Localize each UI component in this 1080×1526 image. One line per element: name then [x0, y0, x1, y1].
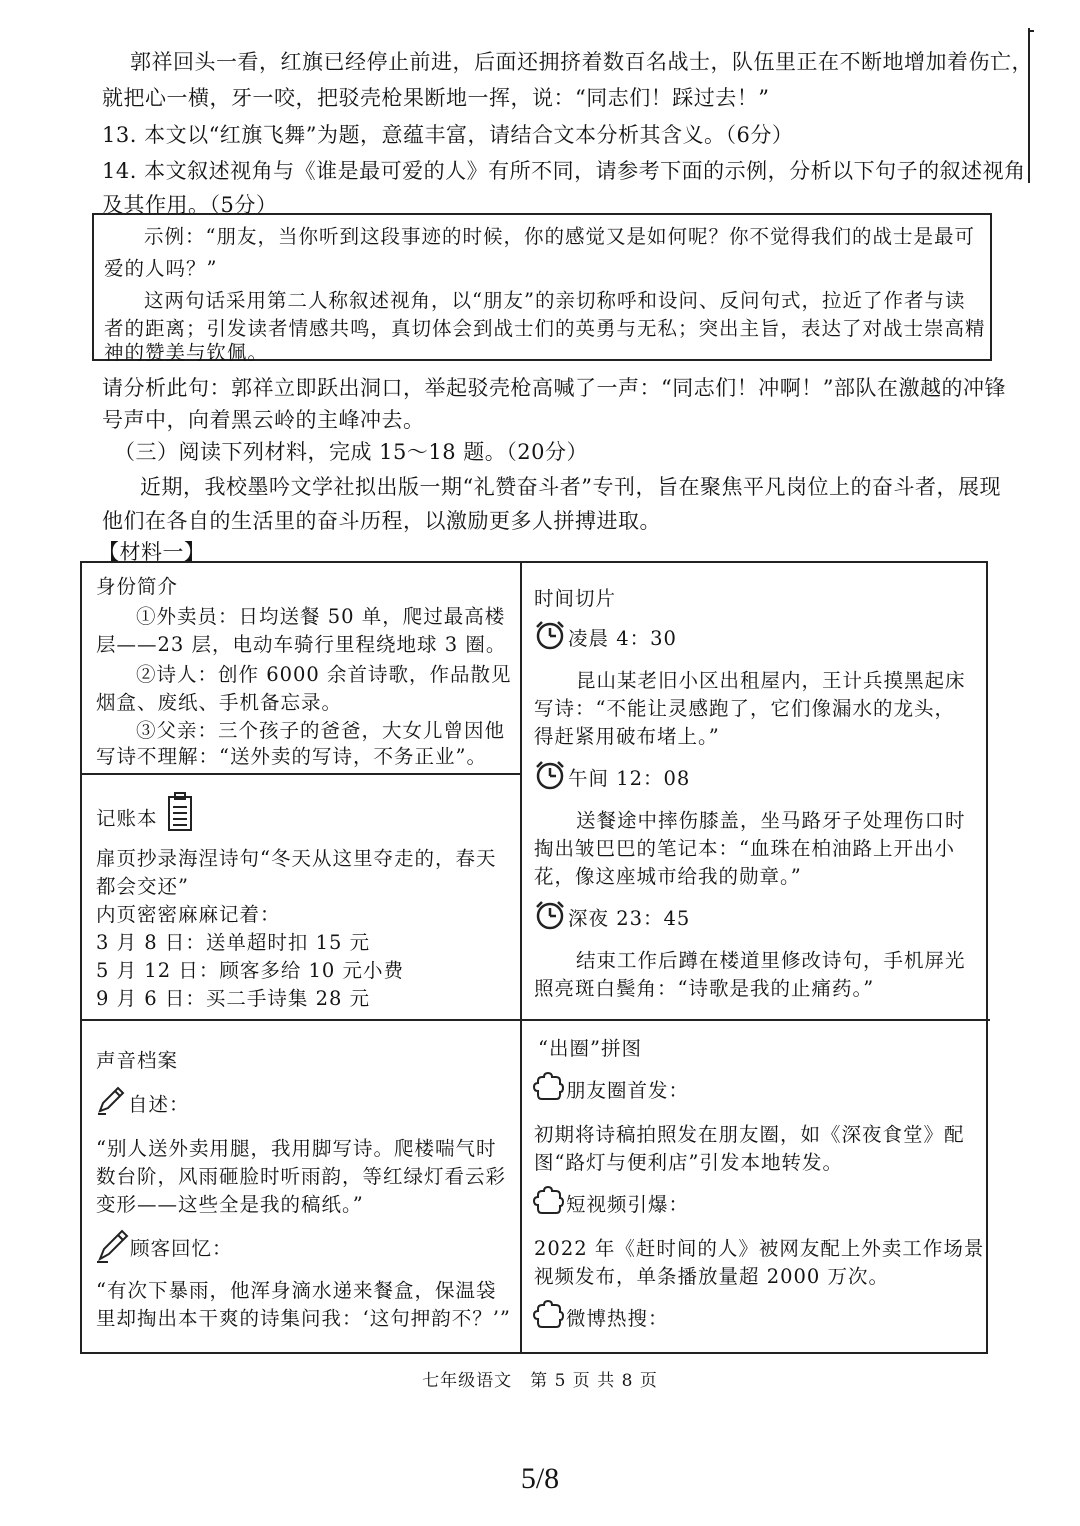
ledger-line-5: 5 月 12 日：顾客多给 10 元小费	[96, 959, 405, 982]
viral-step-3-label: 微博热搜：	[566, 1307, 669, 1330]
example-line-3: 这两句话采用第二人称叙述视角，以“朋友”的亲切称呼和设问、反问句式，拉近了作者与读	[144, 289, 966, 312]
timeline-3-line-2: 照亮斑白鬓角：“诗歌是我的止痛药。”	[534, 977, 875, 1000]
passage-line-1: 郭祥回头一看，红旗已经停止前进，后面还拥挤着数百名战士，队伍里正在不断地增加着伤亡，	[130, 50, 1033, 74]
timeline-1-line-1: 昆山某老旧小区出租屋内，王计兵摸黑起床	[576, 669, 966, 692]
timeline-2-line-3: 花，像这座城市给我的勋章。”	[534, 865, 802, 888]
example-line-2: 爱的人吗？”	[104, 257, 218, 280]
voice-self-line-3: 变形——这些全是我的稿纸。”	[96, 1193, 364, 1216]
example-line-4: 者的距离；引发读者情感共鸣，真切体会到战士们的英勇与无私；突出主旨，表达了对战士崇高精	[104, 317, 986, 340]
material-label: 【材料一】	[98, 540, 206, 564]
section-3-heading: （三）阅读下列材料，完成 15～18 题。（20分）	[114, 440, 589, 464]
grid-divider-left-1	[82, 773, 520, 775]
viral-step-1-label: 朋友圈首发：	[566, 1079, 690, 1102]
section-3-intro-line-1: 近期，我校墨吟文学社拟出版一期“礼赞奋斗者”专刊，旨在聚焦平凡岗位上的奋斗者，展现	[140, 475, 1001, 499]
example-line-5: 神的赞美与钦佩。	[104, 341, 269, 364]
profile-line-4: 烟盒、废纸、手机备忘录。	[96, 691, 343, 714]
timeline-time-3: 深夜 23：45	[568, 907, 691, 930]
voice-customer-line-1: “有次下暴雨，他浑身滴水递来餐盒，保温袋	[96, 1279, 497, 1302]
timeline-1-line-3: 得赶紧用破布堵上。”	[534, 725, 720, 748]
ledger-line-1: 扉页抄录海涅诗句“冬天从这里夺走的，春天	[96, 847, 497, 870]
page-footer: 七年级语文 第 5 页 共 8 页	[422, 1371, 658, 1391]
question-14-line-2: 及其作用。（5分）	[102, 193, 278, 217]
ledger-line-4: 3 月 8 日：送单超时扣 15 元	[96, 931, 371, 954]
profile-line-1: ①外卖员：日均送餐 50 单，爬过最高楼	[136, 605, 506, 628]
section-3-intro-line-2: 他们在各自的生活里的奋斗历程，以激励更多人拼搏进取。	[102, 509, 661, 533]
profile-line-2: 层——23 层，电动车骑行里程绕地球 3 圈。	[96, 633, 507, 656]
viral-step-2-line-1: 2022 年《赶时间的人》被网友配上外卖工作场景	[534, 1237, 985, 1260]
profile-line-5: ③父亲：三个孩子的爸爸，大女儿曾因他	[136, 719, 506, 742]
alarm-clock-icon	[534, 899, 566, 931]
example-box	[92, 213, 992, 364]
ledger-line-2: 都会交还”	[96, 875, 189, 898]
timeline-3-line-1: 结束工作后蹲在楼道里修改诗句，手机屏光	[576, 949, 966, 972]
material-grid	[80, 561, 988, 1354]
question-13: 13. 本文以“红旗飞舞”为题，意蕴丰富，请结合文本分析其含义。（6分）	[102, 123, 794, 147]
viral-step-1-line-1: 初期将诗稿拍照发在朋友圈，如《深夜食堂》配	[534, 1123, 965, 1146]
example-line-1: 示例：“朋友，当你听到这段事迹的时候，你的感觉又是如何呢？你不觉得我们的战士是最可	[144, 225, 975, 248]
viral-step-2-line-2: 视频发布，单条播放量超 2000 万次。	[534, 1265, 890, 1288]
puzzle-piece-icon	[532, 1071, 564, 1103]
voice-customer-label: 顾客回忆：	[130, 1237, 233, 1260]
grid-divider-middle	[82, 1019, 990, 1021]
ledger-line-3: 内页密密麻麻记着：	[96, 903, 281, 926]
scan-edge-tick	[1029, 30, 1034, 32]
voice-self-line-1: “别人送外卖用腿，我用脚写诗。爬楼喘气时	[96, 1137, 497, 1160]
timeline-2-line-1: 送餐途中摔伤膝盖，坐马路牙子处理伤口时	[576, 809, 966, 832]
profile-line-3: ②诗人：创作 6000 余首诗歌，作品散见	[136, 663, 512, 686]
question-14-line-1: 14. 本文叙述视角与《谁是最可爱的人》有所不同，请参考下面的示例，分析以下句子的叙述视角	[102, 159, 1026, 183]
pencil-icon	[94, 1083, 128, 1117]
profile-line-6: 写诗不理解：“送外卖的写诗，不务正业”。	[96, 745, 487, 768]
puzzle-piece-icon	[532, 1185, 564, 1217]
pen-icon	[94, 1225, 132, 1265]
voice-title: 声音档案	[96, 1049, 179, 1072]
passage-line-2: 就把心一横，牙一咬，把驳壳枪果断地一挥，说：“同志们！踩过去！”	[102, 86, 770, 110]
analysis-line-1: 请分析此句：郭祥立即跃出洞口，举起驳壳枪高喊了一声：“同志们！冲啊！”部队在激越的冲锋	[102, 376, 1006, 400]
timeline-time-2: 午间 12：08	[568, 767, 691, 790]
notebook-icon	[166, 791, 194, 833]
timeline-time-1: 凌晨 4：30	[568, 627, 677, 650]
alarm-clock-icon	[534, 619, 566, 651]
viral-step-1-line-2: 图“路灯与便利店”引发本地转发。	[534, 1151, 843, 1174]
page-number: 5/8	[520, 1462, 560, 1495]
voice-self-line-2: 数台阶，风雨砸脸时听雨韵，等红绿灯看云彩	[96, 1165, 507, 1188]
alarm-clock-icon	[534, 759, 566, 791]
analysis-line-2: 号声中，向着黑云岭的主峰冲去。	[102, 408, 425, 432]
timeline-2-line-2: 掏出皱巴巴的笔记本：“血珠在柏油路上开出小	[534, 837, 955, 860]
ledger-line-6: 9 月 6 日：买二手诗集 28 元	[96, 987, 371, 1010]
voice-self-label: 自述：	[128, 1093, 190, 1116]
voice-customer-line-2: 里却掏出本干爽的诗集问我：‘这句押韵不？’”	[96, 1307, 511, 1330]
timeline-title: 时间切片	[534, 587, 617, 610]
puzzle-piece-icon	[532, 1299, 564, 1331]
timeline-1-line-2: 写诗：“不能让灵感跑了，它们像漏水的龙头，	[534, 697, 955, 720]
ledger-title: 记账本	[96, 807, 158, 830]
viral-title: “出圈”拼图	[538, 1037, 642, 1060]
viral-step-2-label: 短视频引爆：	[566, 1193, 690, 1216]
profile-title: 身份简介	[96, 575, 179, 598]
grid-divider-vertical	[520, 563, 522, 1352]
